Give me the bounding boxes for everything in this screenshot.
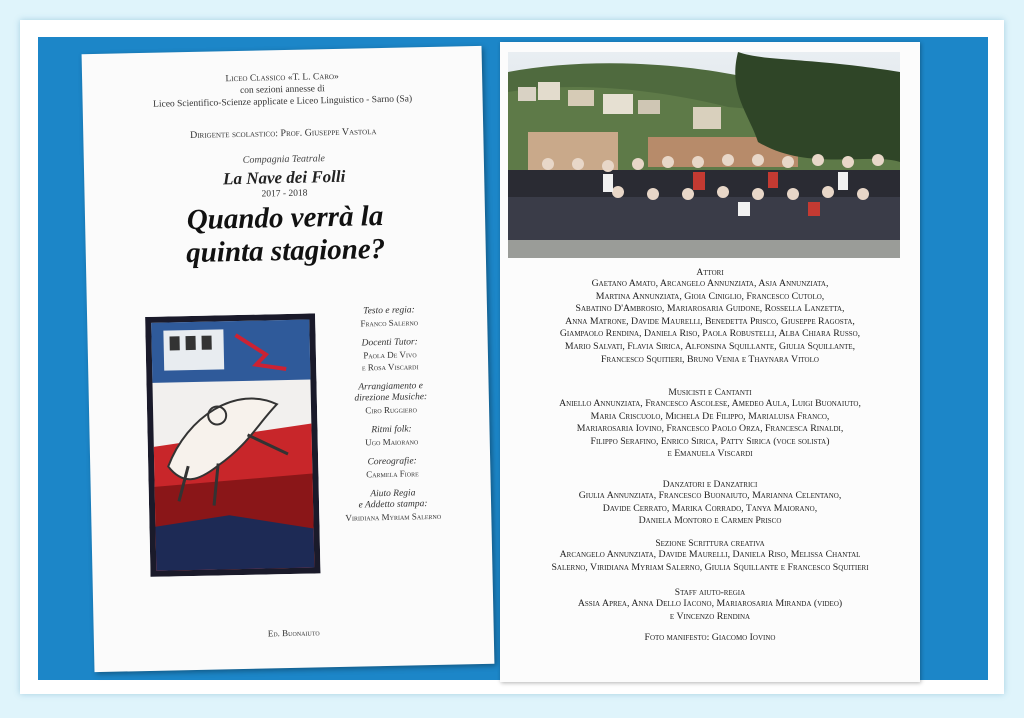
musicians-heading: Musicisti e Cantanti: [668, 388, 752, 398]
credit-names: Ugo Maiorano: [365, 436, 419, 448]
publisher: Ed. Buonaiuto: [267, 627, 320, 639]
cast-section: [515, 539, 905, 574]
credit-role: Arrangiamento e direzione Musiche:: [354, 381, 428, 404]
credit-item: [322, 455, 462, 481]
dancers-heading: Danzatori e Danzatrici: [662, 480, 758, 490]
credit-role: Coreografie:: [367, 456, 417, 468]
cast-line: Anna Matrone, Davide Maurelli, Benedetta Prisco, Giuseppe Ragosta,: [565, 315, 855, 327]
cast-line: Gaetano Amato, Arcangelo Annunziata, Asja Annunziata,: [591, 278, 829, 289]
credit-role: Testo e regia:: [363, 305, 415, 317]
company-name: La Nave dei Folli: [222, 166, 346, 189]
writing-heading: Sezione Scrittura creativa: [655, 539, 765, 549]
cast-line: Giulia Annunziata, Francesco Buonaiuto, Marianna Celentano,: [578, 490, 842, 501]
play-title-line1: Quando verrà la: [186, 199, 384, 237]
cast-line: Sabatino D'Ambrosio, Mariarosaria Guidone, Rossella Lanzetta,: [575, 303, 845, 315]
cast-line: e Vincenzo Rendina: [669, 610, 751, 622]
cast-line: Giampaolo Rendina, Daniela Riso, Paola Robustelli, Alba Chiara Russo,: [559, 328, 861, 340]
credit-role: Docenti Tutor:: [361, 337, 418, 349]
credit-item: [319, 304, 459, 330]
cast-line: Daniela Montoro e Carmen Prisco: [638, 515, 782, 527]
booklet-cover: [82, 46, 495, 672]
credit-item: [323, 487, 464, 524]
cast-section: [515, 388, 905, 461]
cast-section: [515, 588, 905, 623]
photo-credit: Foto manifesto: Giacomo Iovino: [644, 632, 776, 643]
cast-section: [515, 268, 905, 366]
play-title: [105, 198, 466, 272]
cast-line: Davide Cerrato, Marika Corrado, Tanya Maiorano,: [602, 502, 818, 514]
cast-line: Aniello Annunziata, Francesco Ascolese, Amedeo Aula, Luigi Buonaiuto,: [559, 398, 861, 409]
cast-line: Assia Aprea, Anna Dello Iacono, Mariarosaria Miranda (video): [577, 598, 843, 609]
cast-section: [515, 480, 905, 528]
cast-line: Salerno, Viridiana Myriam Salerno, Giulia Squillante e Francesco Squitieri: [551, 561, 869, 573]
credit-names: Carmela Fiore: [366, 468, 419, 480]
school-sections: Liceo Scientifico-Scienze applicate e Liceo Linguistico - Sarno (Sa): [153, 94, 413, 110]
credit-names: Paola De Vivo e Rosa Viscardi: [361, 349, 419, 373]
director-line: Dirigente scolastico: Prof. Giuseppe Vastola: [189, 126, 377, 142]
credit-names: Franco Salerno: [360, 317, 419, 329]
cover-artwork: [145, 313, 320, 577]
staff-heading: Staff aiuto-regia: [674, 588, 746, 598]
company-label: Compagnia Teatrale: [242, 153, 325, 166]
cast-heading: Attori: [696, 268, 724, 278]
cast-line: Filippo Serafino, Enrico Sirica, Patty Sirica (voce solista): [590, 435, 830, 447]
cast-line: Martina Annunziata, Gioia Ciniglio, Francesco Cutolo,: [595, 290, 825, 302]
school-subtitle: con sezioni annesse di: [239, 84, 325, 96]
credit-item: [320, 336, 461, 374]
cast-line: e Emanuela Viscardi: [667, 448, 753, 460]
cast-line: Arcangelo Annunziata, Davide Maurelli, Daniela Riso, Melissa Chantal: [559, 549, 861, 560]
play-title-line2: quinta stagione?: [185, 232, 386, 270]
credits-list: [319, 304, 464, 533]
cast-line: Mario Salvati, Flavia Sirica, Alfonsina Squillante, Giulia Squillante,: [564, 340, 856, 352]
credit-item: [321, 423, 461, 449]
credit-names: Viridiana Myriam Salerno: [345, 510, 442, 523]
credit-item: [321, 380, 462, 417]
credit-role: Aiuto Regia e Addetto stampa:: [358, 488, 428, 511]
credit-role: Ritmi folk:: [371, 424, 412, 436]
cast-line: Francesco Squitieri, Bruno Venia e Thaynara Vitolo: [601, 353, 819, 365]
season-years: 2017 - 2018: [261, 188, 308, 200]
school-name: Liceo Classico «T. L. Caro»: [225, 71, 339, 85]
cast-line: Maria Criscuolo, Michela De Filippo, Marialuisa Franco,: [590, 410, 830, 422]
credit-names: Ciro Ruggiero: [365, 404, 417, 416]
cast-line: Mariarosaria Iovino, Francesco Paolo Orza, Francesca Rinaldi,: [576, 423, 844, 435]
school-header: [102, 68, 463, 112]
cast-page: [500, 42, 920, 682]
group-photo: [508, 52, 900, 258]
